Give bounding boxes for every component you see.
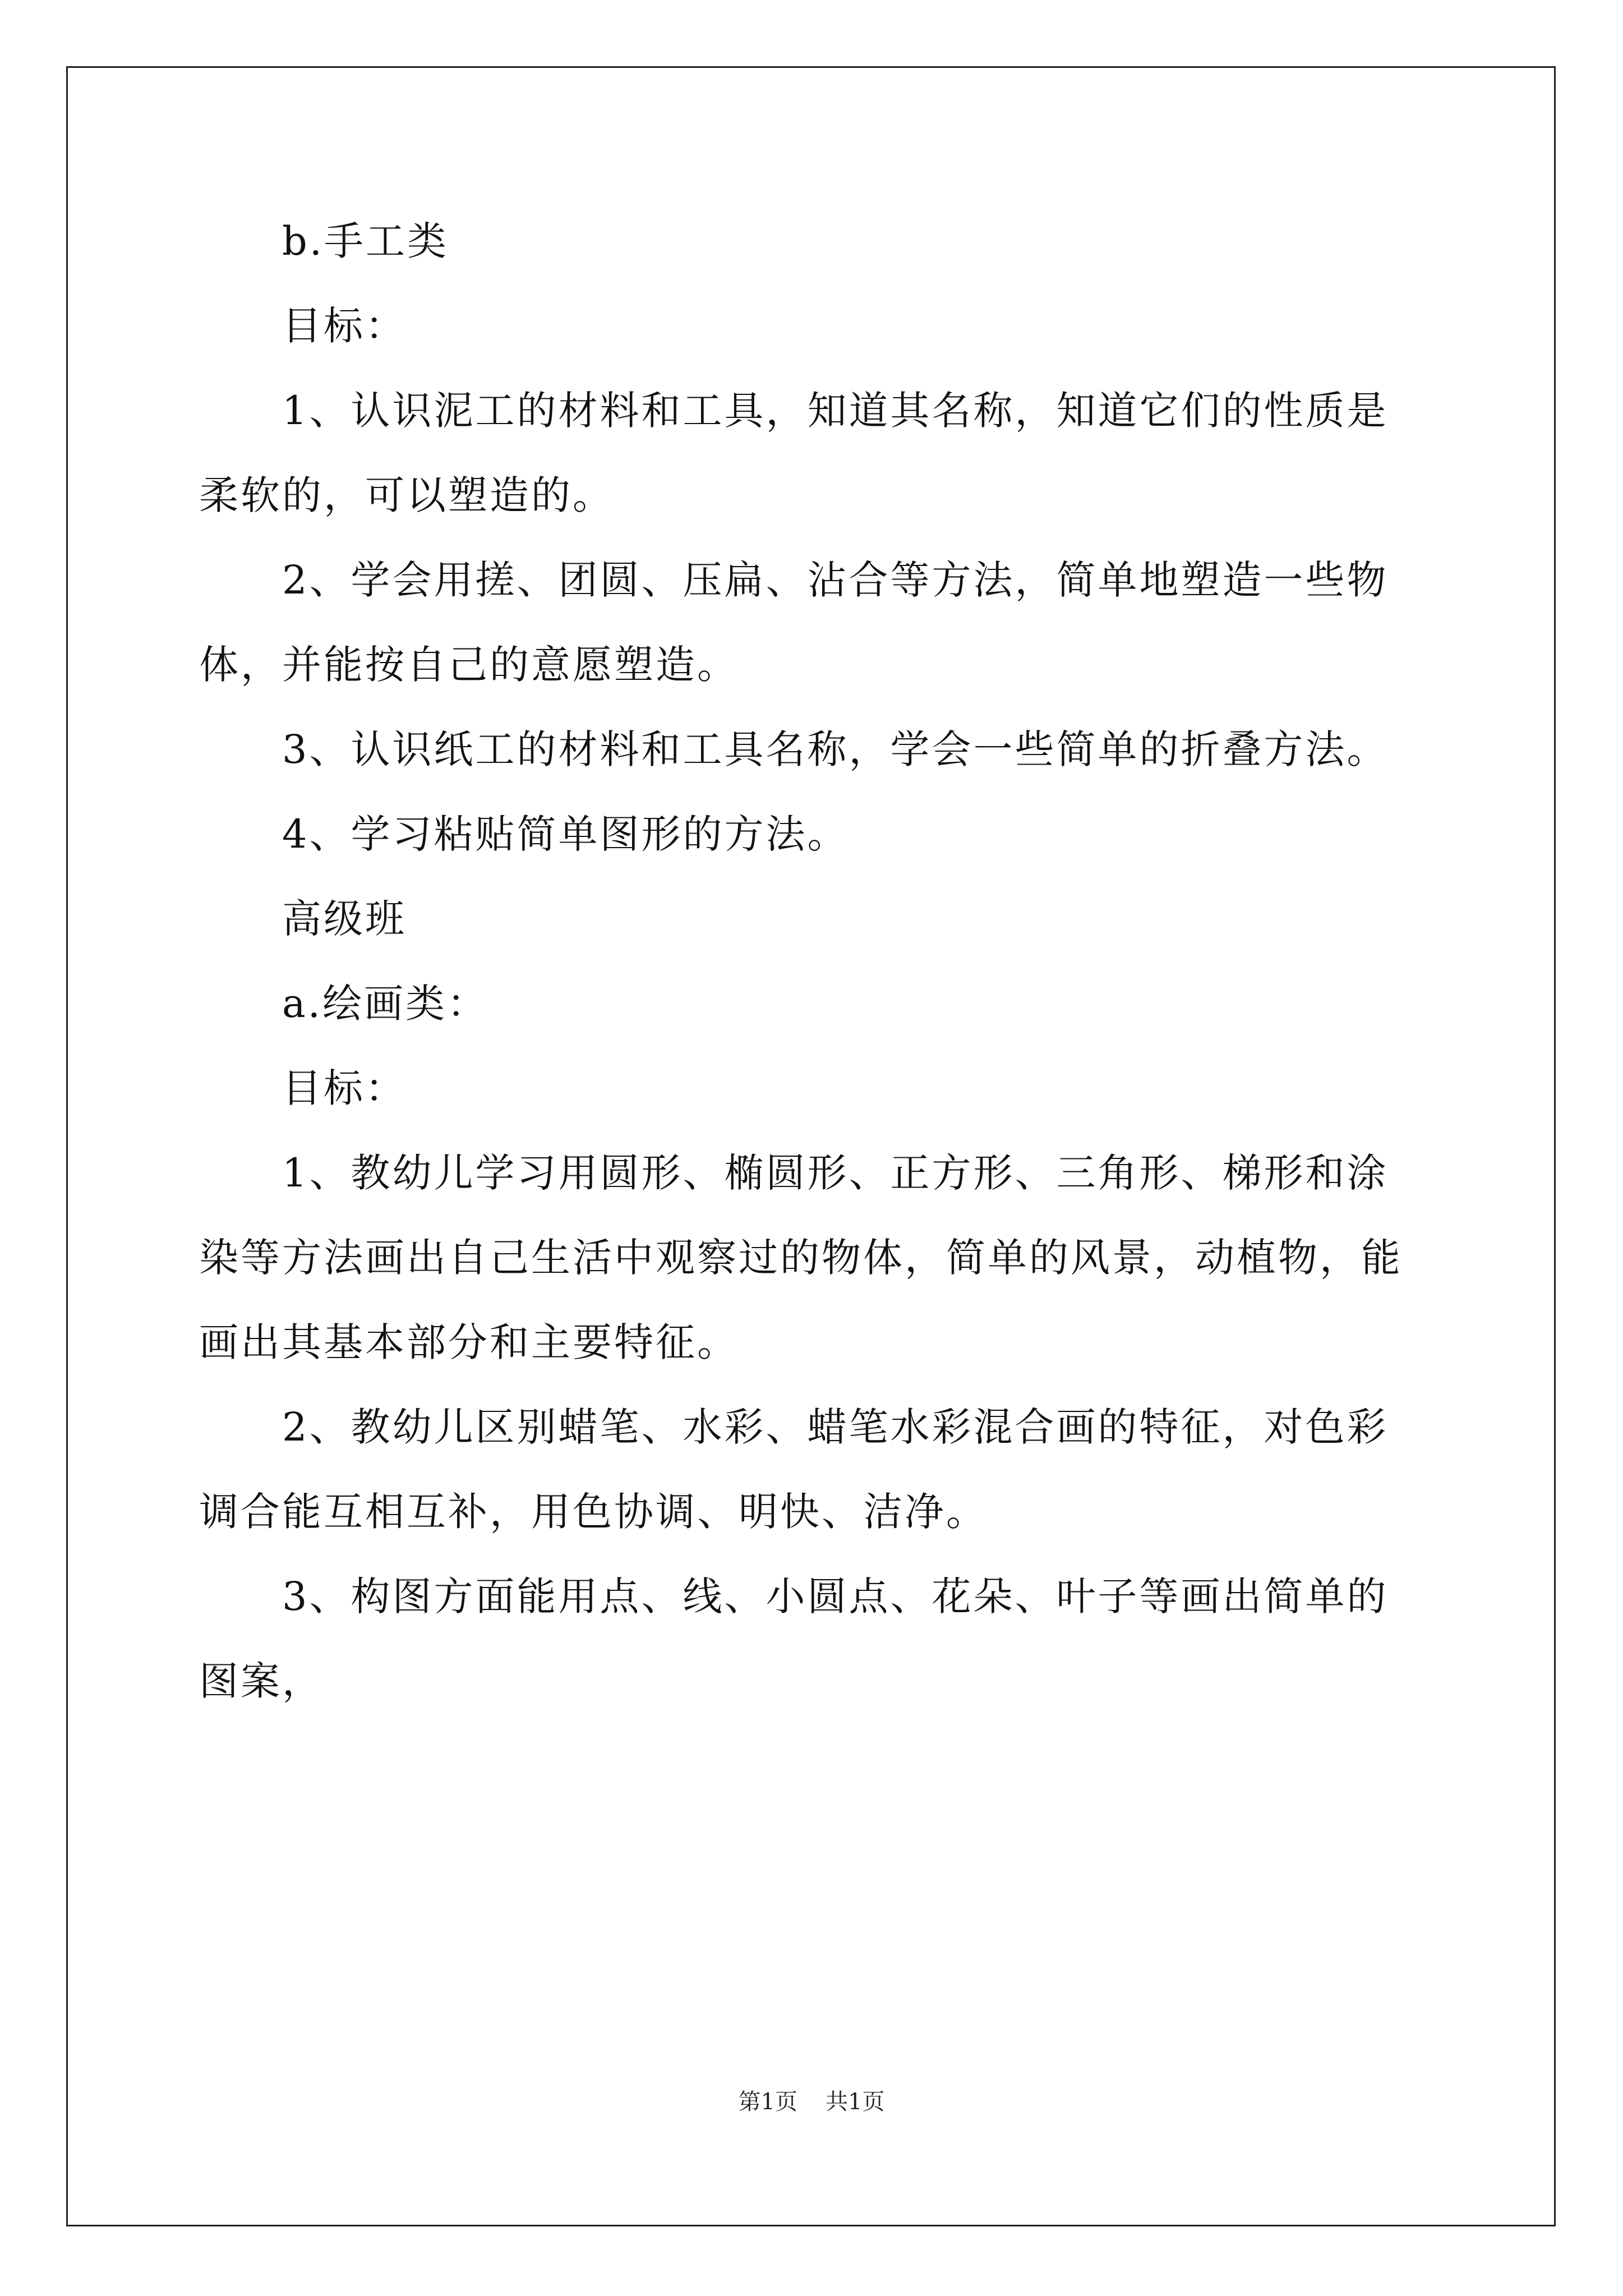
document-body	[199, 199, 1424, 1724]
paragraph-painting-goal-1: 1、教幼儿学习用圆形、椭圆形、正方形、三角形、梯形和涂染等方法画出自己生活中观察过的物体，简单的风景，动植物，能画出其基本部分和主要特征。	[199, 1150, 1403, 1365]
paragraph-goals-heading: 目标：	[282, 303, 407, 349]
paragraph-goal-4: 4、学习粘贴简单图形的方法。	[282, 811, 849, 857]
paragraph-painting-goal-2: 2、教幼儿区别蜡笔、水彩、蜡笔水彩混合画的特征，对色彩调合能互相互补，用色协调、明快、洁净。	[199, 1404, 1389, 1535]
paragraph-advanced-class: 高级班	[282, 896, 407, 942]
page-total: 共1页	[826, 2089, 885, 2115]
paragraph-goals-heading-2: 目标：	[282, 1065, 407, 1111]
paragraph-section-painting: a.绘画类：	[282, 981, 488, 1027]
paragraph-goal-2: 2、学会用搓、团圆、压扁、沾合等方法，简单地塑造一些物体，并能按自己的意愿塑造。	[199, 557, 1389, 688]
paragraph-goal-1: 1、认识泥工的材料和工具，知道其名称，知道它们的性质是柔软的，可以塑造的。	[199, 388, 1389, 518]
paragraph-section-handcraft: b.手工类	[282, 218, 449, 264]
paragraph-painting-goal-3: 3、构图方面能用点、线、小圆点、花朵、叶子等画出简单的图案，	[199, 1573, 1389, 1704]
paragraph-goal-3: 3、认识纸工的材料和工具名称，学会一些简单的折叠方法。	[282, 726, 1389, 772]
page-footer	[0, 2084, 1623, 2116]
page-number: 第1页	[738, 2089, 797, 2115]
